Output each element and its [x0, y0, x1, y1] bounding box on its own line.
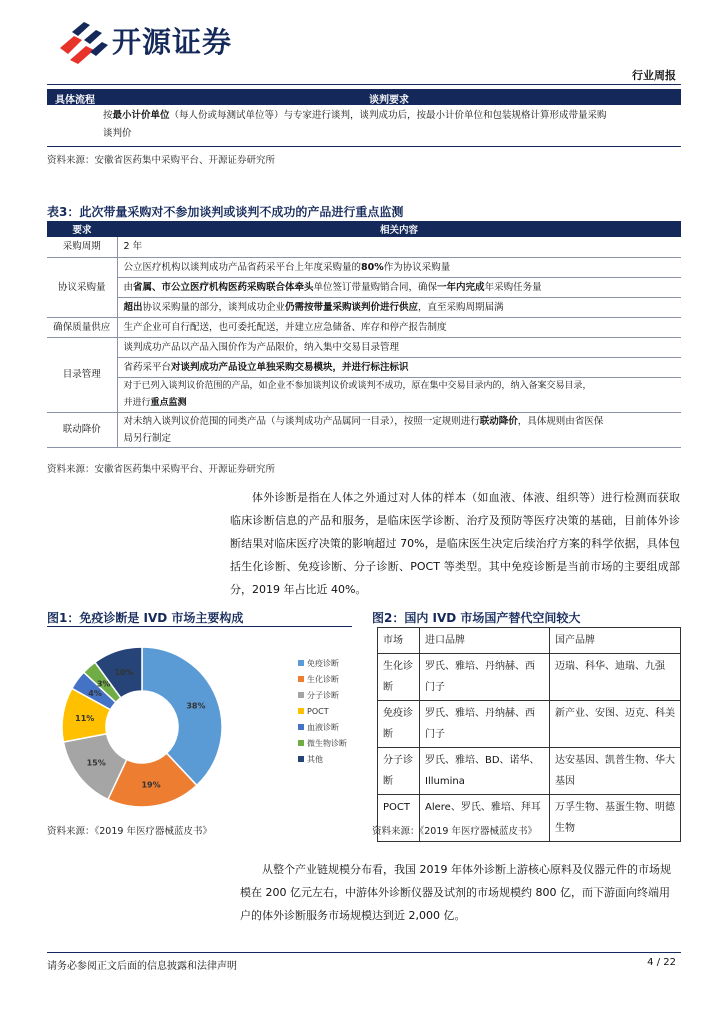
table3-title: 表3：此次带量采购对不参加谈判或谈判不成功的产品进行重点监测: [47, 205, 404, 219]
body-paragraph: 体外诊断是指在人体之外通过对人体的样本（如血液、体液、组织等）进行检测而获取临床诊断信息的产品和服务，是临床医学诊断、治疗及预防等医疗决策的基础，目前体外诊断结果对临床医疗决策的影响超过 70%，是临床医生决定后续治疗方案的科学依据，具体包括生化诊断、免疫诊断、分子诊断、POCT 等类型。其中免疫诊断是当前市场的主要组成部分，2019 年占比近 40%。: [230, 491, 680, 596]
prev-table-header: [47, 89, 681, 105]
table-row: 分子诊断 罗氏、雅培、BD、诺华、Illumina 达安基因、凯普生物、华大基因: [378, 748, 681, 795]
legend-swatch: [298, 708, 304, 714]
prev-col2-header: 谈判要求: [369, 95, 409, 106]
pie-data-label: 10%: [114, 667, 134, 677]
pie-data-label: 19%: [141, 780, 161, 790]
table-row: 超出协议采购量的部分，谈判成功企业仍需按带量采购谈判价进行供应，直至采购周期届满: [47, 297, 681, 317]
legend-label: 微生物诊断: [307, 739, 347, 748]
pie-data-label: 15%: [86, 758, 106, 768]
footer-rule: [47, 952, 681, 953]
legend-swatch: [298, 676, 304, 682]
table3-head-col2: 相关内容: [117, 221, 681, 237]
legend-label: 生化诊断: [307, 675, 339, 684]
pie-data-label: 3%: [96, 679, 111, 689]
prev-col1-header: 具体流程: [55, 95, 95, 106]
fig2-source: 资料来源：《2019 年医疗器械蓝皮书》: [372, 826, 537, 837]
table-row: 采购周期 2 年: [47, 237, 681, 257]
legend-label: 分子诊断: [307, 691, 339, 700]
table-row: 目录管理 谈判成功产品以产品入围价作为产品限价，纳入集中交易目录管理: [47, 337, 681, 357]
legend-label: 免疫诊断: [307, 659, 339, 668]
table-row: 生化诊断 罗氏、雅培、丹纳赫、西门子 迈瑞、科华、迪瑞、九强: [378, 654, 681, 701]
table-row: POCT Alere、罗氏、雅培、拜耳 万孚生物、基蛋生物、明德生物: [378, 795, 681, 842]
pie-data-label: 11%: [75, 713, 95, 723]
legend-label: POCT: [307, 707, 329, 716]
body-paragraph-2: 从整个产业链规模分布看，我国 2019 年体外诊断上游核心原料及仪器元件的市场规模在 200 亿元左右，中游体外诊断仪器及试剂的市场规模约 800 亿，而下游面向终端用户的体外诊断服务市场规模达到近 2,000 亿。: [240, 863, 671, 922]
table-row: 由省属、市公立医疗机构医药采购联合体牵头单位签订带量购销合同，确保一年内完成年采购任务量: [47, 277, 681, 297]
table-row: 省药采平台对谈判成功产品设立单独采购交易模块，并进行标注标识: [47, 357, 681, 377]
ivd-pie-chart: [50, 632, 350, 822]
table-row: 协议采购量 公立医疗机构以谈判成功产品省药采平台上年度采购量的80%作为协议采购量: [47, 257, 681, 277]
table-row: 免疫诊断 罗氏、雅培、丹纳赫、西门子 新产业、安图、迈克、科美: [378, 701, 681, 748]
prev-table-cell: 按最小计价单位（每人份或每测试单位等）与专家进行谈判，谈判成功后，按最小计价单位和包装规格计算形成带量采购 谈判价: [103, 110, 607, 139]
table-header-row: 市场 进口品牌 国产品牌: [378, 628, 681, 654]
fig1-rule: [47, 626, 352, 627]
fig2-title: 图2：国内 IVD 市场国产替代空间较大: [372, 611, 581, 625]
fig1-title: 图1：免疫诊断是 IVD 市场主要构成: [47, 611, 244, 625]
table-row: 对于已列入谈判议价范围的产品，如企业不参加谈判议价或谈判不成功，原在集中交易目录内的，纳入备案交易目录， 并进行重点监测: [47, 377, 681, 412]
legend-label: 其他: [307, 755, 323, 764]
legend-swatch: [298, 724, 304, 730]
legend-swatch: [298, 660, 304, 666]
page-number: 4 / 22: [647, 957, 676, 968]
report-type: 行业周报: [632, 69, 676, 82]
fig2-table: [377, 627, 681, 842]
pie-data-label: 38%: [186, 701, 206, 711]
table3-head-col1: 要求: [47, 221, 117, 237]
table-row: 联动降价 对未纳入谈判议价范围的同类产品（与谈判成功产品属同一目录），按照一定规则进行联动降价，具体规则由省医保 局另行制定: [47, 412, 681, 447]
prev-table-bottom-rule: [47, 146, 681, 147]
legend-swatch: [298, 692, 304, 698]
table3-source: 资料来源：安徽省医药集中采购平台、开源证券研究所: [47, 464, 276, 475]
prev-table-source: 资料来源：安徽省医药集中采购平台、开源证券研究所: [47, 155, 276, 166]
footer-disclaimer: 请务必参阅正文后面的信息披露和法律声明: [47, 961, 237, 972]
legend-swatch: [298, 756, 304, 762]
fig1-source: 资料来源：《2019 年医疗器械蓝皮书》: [47, 826, 212, 837]
header-rule: [47, 84, 681, 85]
pie-data-label: 4%: [88, 688, 102, 698]
table-row: 确保质量供应 生产企业可自行配送，也可委托配送，并建立应急储备、库存和停产报告制度: [47, 317, 681, 337]
legend-swatch: [298, 740, 304, 746]
brand-name: 开源证券: [112, 25, 233, 59]
legend-label: 血液诊断: [307, 723, 339, 732]
table3: [47, 221, 681, 448]
